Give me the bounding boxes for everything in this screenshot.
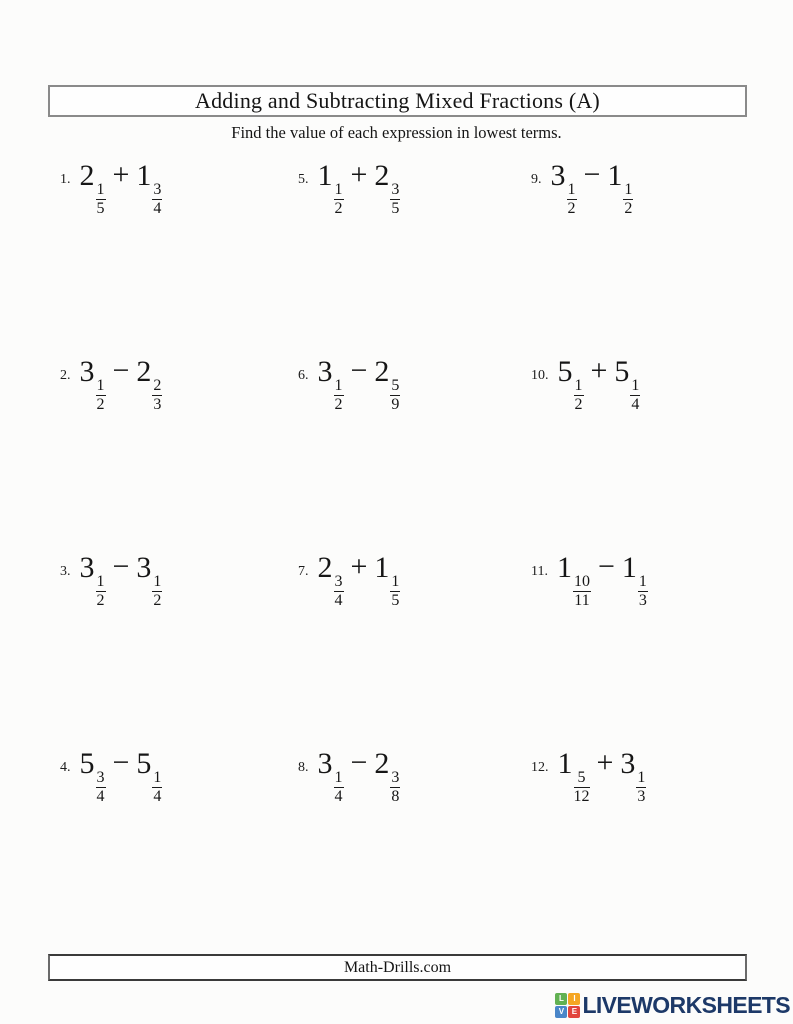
problem-expression bbox=[317, 746, 401, 805]
second-fraction bbox=[390, 574, 400, 610]
logo-block-v: V bbox=[555, 1006, 567, 1018]
first-fraction-denominator: 4 bbox=[334, 591, 343, 609]
operator-sign: + bbox=[596, 746, 614, 779]
first-mixed-number bbox=[80, 747, 106, 806]
problem-number-label: 2. bbox=[60, 368, 71, 383]
first-fraction-denominator: 2 bbox=[334, 199, 343, 217]
first-fraction-numerator: 5 bbox=[574, 770, 590, 788]
second-fraction bbox=[152, 574, 162, 610]
problem-number-label: 1. bbox=[60, 172, 71, 187]
second-mixed-number bbox=[374, 159, 400, 218]
first-fraction-denominator: 2 bbox=[96, 395, 105, 413]
second-fraction bbox=[152, 378, 162, 414]
first-fraction-denominator: 4 bbox=[334, 787, 343, 805]
second-fraction-denominator: 5 bbox=[391, 199, 400, 217]
first-fraction-denominator: 12 bbox=[573, 787, 590, 805]
problem-expression bbox=[557, 746, 647, 805]
operator-sign: − bbox=[112, 354, 130, 387]
first-whole-number: 3 bbox=[79, 355, 95, 388]
second-fraction-denominator: 3 bbox=[637, 787, 646, 805]
operator-sign: − bbox=[597, 550, 615, 583]
second-fraction bbox=[152, 182, 162, 218]
second-fraction bbox=[636, 770, 646, 806]
first-fraction bbox=[334, 378, 344, 414]
first-fraction-denominator: 2 bbox=[334, 395, 343, 413]
second-whole-number: 1 bbox=[374, 551, 390, 584]
second-mixed-number bbox=[614, 355, 640, 414]
liveworksheets-blocks-icon bbox=[555, 993, 580, 1018]
second-whole-number: 3 bbox=[136, 551, 152, 584]
problem-item bbox=[519, 744, 745, 940]
problem-item bbox=[519, 548, 745, 744]
second-fraction-numerator: 3 bbox=[152, 182, 162, 200]
first-whole-number: 3 bbox=[79, 551, 95, 584]
second-whole-number: 1 bbox=[136, 159, 152, 192]
second-mixed-number bbox=[136, 747, 162, 806]
problem-item bbox=[519, 352, 745, 548]
first-whole-number: 3 bbox=[550, 159, 566, 192]
second-mixed-number bbox=[607, 159, 633, 218]
first-fraction bbox=[334, 182, 344, 218]
first-whole-number: 3 bbox=[317, 355, 333, 388]
first-fraction-denominator: 2 bbox=[574, 395, 583, 413]
first-mixed-number bbox=[80, 551, 106, 610]
problem-item bbox=[48, 744, 286, 940]
first-fraction bbox=[573, 574, 591, 610]
first-fraction-numerator: 1 bbox=[334, 182, 344, 200]
first-fraction-denominator: 4 bbox=[96, 787, 105, 805]
first-mixed-number bbox=[80, 355, 106, 414]
logo-block-l: L bbox=[555, 993, 567, 1005]
problem-item bbox=[519, 156, 745, 352]
first-fraction-denominator: 2 bbox=[96, 591, 105, 609]
problem-item bbox=[48, 548, 286, 744]
first-fraction-numerator: 1 bbox=[96, 378, 106, 396]
second-mixed-number bbox=[136, 355, 162, 414]
second-whole-number: 2 bbox=[374, 747, 390, 780]
problem-item bbox=[286, 744, 519, 940]
second-whole-number: 1 bbox=[621, 551, 637, 584]
first-whole-number: 5 bbox=[557, 355, 573, 388]
first-fraction-numerator: 1 bbox=[334, 378, 344, 396]
first-fraction bbox=[567, 182, 577, 218]
problem-item bbox=[48, 156, 286, 352]
first-mixed-number bbox=[318, 747, 344, 806]
second-mixed-number bbox=[622, 551, 648, 610]
first-fraction-numerator: 1 bbox=[334, 770, 344, 788]
problem-number-label: 9. bbox=[531, 172, 542, 187]
liveworksheets-wordmark: LIVEWORKSHEETS bbox=[582, 992, 790, 1018]
second-fraction-denominator: 4 bbox=[153, 787, 162, 805]
second-fraction-numerator: 1 bbox=[152, 574, 162, 592]
problem-number-label: 11. bbox=[531, 564, 548, 579]
second-fraction bbox=[630, 378, 640, 414]
second-whole-number: 5 bbox=[614, 355, 630, 388]
first-whole-number: 3 bbox=[317, 747, 333, 780]
second-fraction-numerator: 1 bbox=[630, 378, 640, 396]
second-fraction-denominator: 8 bbox=[391, 787, 400, 805]
first-mixed-number bbox=[558, 747, 590, 806]
operator-sign: − bbox=[350, 746, 368, 779]
first-mixed-number bbox=[557, 551, 591, 610]
second-fraction-denominator: 2 bbox=[624, 199, 633, 217]
second-fraction bbox=[638, 574, 648, 610]
problem-number-label: 12. bbox=[531, 760, 549, 775]
problem-expression bbox=[79, 158, 163, 217]
problem-item bbox=[48, 352, 286, 548]
second-whole-number: 3 bbox=[620, 747, 636, 780]
first-fraction-numerator: 1 bbox=[96, 574, 106, 592]
first-fraction-numerator: 1 bbox=[96, 182, 106, 200]
first-fraction-numerator: 1 bbox=[574, 378, 584, 396]
operator-sign: + bbox=[590, 354, 608, 387]
first-fraction-denominator: 5 bbox=[96, 199, 105, 217]
second-fraction-numerator: 3 bbox=[390, 182, 400, 200]
operator-sign: − bbox=[583, 158, 601, 191]
second-fraction-denominator: 4 bbox=[631, 395, 640, 413]
first-fraction bbox=[96, 574, 106, 610]
second-fraction-numerator: 1 bbox=[623, 182, 633, 200]
first-fraction-numerator: 3 bbox=[96, 770, 106, 788]
logo-block-i: I bbox=[568, 993, 580, 1005]
problem-expression bbox=[317, 354, 401, 413]
second-whole-number: 1 bbox=[607, 159, 623, 192]
first-whole-number: 2 bbox=[317, 551, 333, 584]
instructions-text: Find the value of each expression in lowest terms. bbox=[231, 123, 562, 142]
problem-expression bbox=[79, 354, 163, 413]
first-mixed-number bbox=[80, 159, 106, 218]
problem-number-label: 10. bbox=[531, 368, 549, 383]
second-fraction-numerator: 3 bbox=[390, 770, 400, 788]
second-mixed-number bbox=[374, 551, 400, 610]
second-fraction-denominator: 5 bbox=[391, 591, 400, 609]
second-fraction-numerator: 2 bbox=[152, 378, 162, 396]
first-fraction bbox=[334, 574, 344, 610]
second-fraction bbox=[623, 182, 633, 218]
first-whole-number: 1 bbox=[557, 747, 573, 780]
problem-expression bbox=[557, 354, 641, 413]
first-mixed-number bbox=[318, 551, 344, 610]
problem-expression bbox=[556, 550, 648, 609]
second-fraction-numerator: 1 bbox=[638, 574, 648, 592]
operator-sign: − bbox=[350, 354, 368, 387]
second-whole-number: 2 bbox=[136, 355, 152, 388]
operator-sign: + bbox=[350, 550, 368, 583]
first-fraction bbox=[96, 378, 106, 414]
second-fraction-denominator: 9 bbox=[391, 395, 400, 413]
first-fraction-denominator: 11 bbox=[574, 591, 590, 609]
first-fraction-numerator: 3 bbox=[334, 574, 344, 592]
first-fraction bbox=[574, 378, 584, 414]
second-whole-number: 2 bbox=[374, 159, 390, 192]
first-whole-number: 2 bbox=[79, 159, 95, 192]
footer-source-box bbox=[48, 954, 747, 981]
worksheet-title-box bbox=[48, 85, 747, 117]
problem-item bbox=[286, 352, 519, 548]
second-fraction-numerator: 5 bbox=[390, 378, 400, 396]
problem-item bbox=[286, 156, 519, 352]
second-fraction-numerator: 1 bbox=[636, 770, 646, 788]
second-fraction bbox=[390, 770, 400, 806]
second-fraction-numerator: 1 bbox=[152, 770, 162, 788]
first-fraction bbox=[574, 770, 590, 806]
second-mixed-number bbox=[136, 159, 162, 218]
second-whole-number: 2 bbox=[374, 355, 390, 388]
problem-expression bbox=[79, 550, 163, 609]
first-fraction-denominator: 2 bbox=[567, 199, 576, 217]
logo-block-e: E bbox=[568, 1006, 580, 1018]
first-mixed-number bbox=[551, 159, 577, 218]
problem-expression bbox=[317, 550, 401, 609]
first-mixed-number bbox=[558, 355, 584, 414]
first-whole-number: 5 bbox=[79, 747, 95, 780]
problem-item bbox=[286, 548, 519, 744]
problem-number-label: 8. bbox=[298, 760, 309, 775]
first-mixed-number bbox=[318, 159, 344, 218]
problem-expression bbox=[317, 158, 401, 217]
problem-number-label: 7. bbox=[298, 564, 309, 579]
first-fraction-numerator: 1 bbox=[567, 182, 577, 200]
liveworksheets-logo bbox=[555, 992, 790, 1019]
first-whole-number: 1 bbox=[317, 159, 333, 192]
first-fraction bbox=[96, 770, 106, 806]
first-fraction bbox=[96, 182, 106, 218]
problem-expression bbox=[550, 158, 634, 217]
second-fraction bbox=[152, 770, 162, 806]
problem-expression bbox=[79, 746, 163, 805]
second-mixed-number bbox=[620, 747, 646, 806]
operator-sign: − bbox=[112, 550, 130, 583]
problems-grid bbox=[48, 156, 745, 940]
operator-sign: + bbox=[112, 158, 130, 191]
problem-number-label: 4. bbox=[60, 760, 71, 775]
second-mixed-number bbox=[136, 551, 162, 610]
second-fraction-denominator: 3 bbox=[153, 395, 162, 413]
operator-sign: − bbox=[112, 746, 130, 779]
second-mixed-number bbox=[374, 355, 400, 414]
second-fraction bbox=[390, 378, 400, 414]
footer-source-text: Math-Drills.com bbox=[343, 958, 452, 976]
second-fraction-denominator: 3 bbox=[638, 591, 647, 609]
second-mixed-number bbox=[374, 747, 400, 806]
problem-number-label: 5. bbox=[298, 172, 309, 187]
problem-number-label: 6. bbox=[298, 368, 309, 383]
first-mixed-number bbox=[318, 355, 344, 414]
second-fraction-denominator: 4 bbox=[153, 199, 162, 217]
second-fraction bbox=[390, 182, 400, 218]
page-title: Adding and Subtracting Mixed Fractions (A) bbox=[195, 88, 600, 113]
first-fraction-numerator: 10 bbox=[573, 574, 591, 592]
second-whole-number: 5 bbox=[136, 747, 152, 780]
second-fraction-numerator: 1 bbox=[390, 574, 400, 592]
operator-sign: + bbox=[350, 158, 368, 191]
problem-number-label: 3. bbox=[60, 564, 71, 579]
first-fraction bbox=[334, 770, 344, 806]
first-whole-number: 1 bbox=[556, 551, 572, 584]
second-fraction-denominator: 2 bbox=[153, 591, 162, 609]
